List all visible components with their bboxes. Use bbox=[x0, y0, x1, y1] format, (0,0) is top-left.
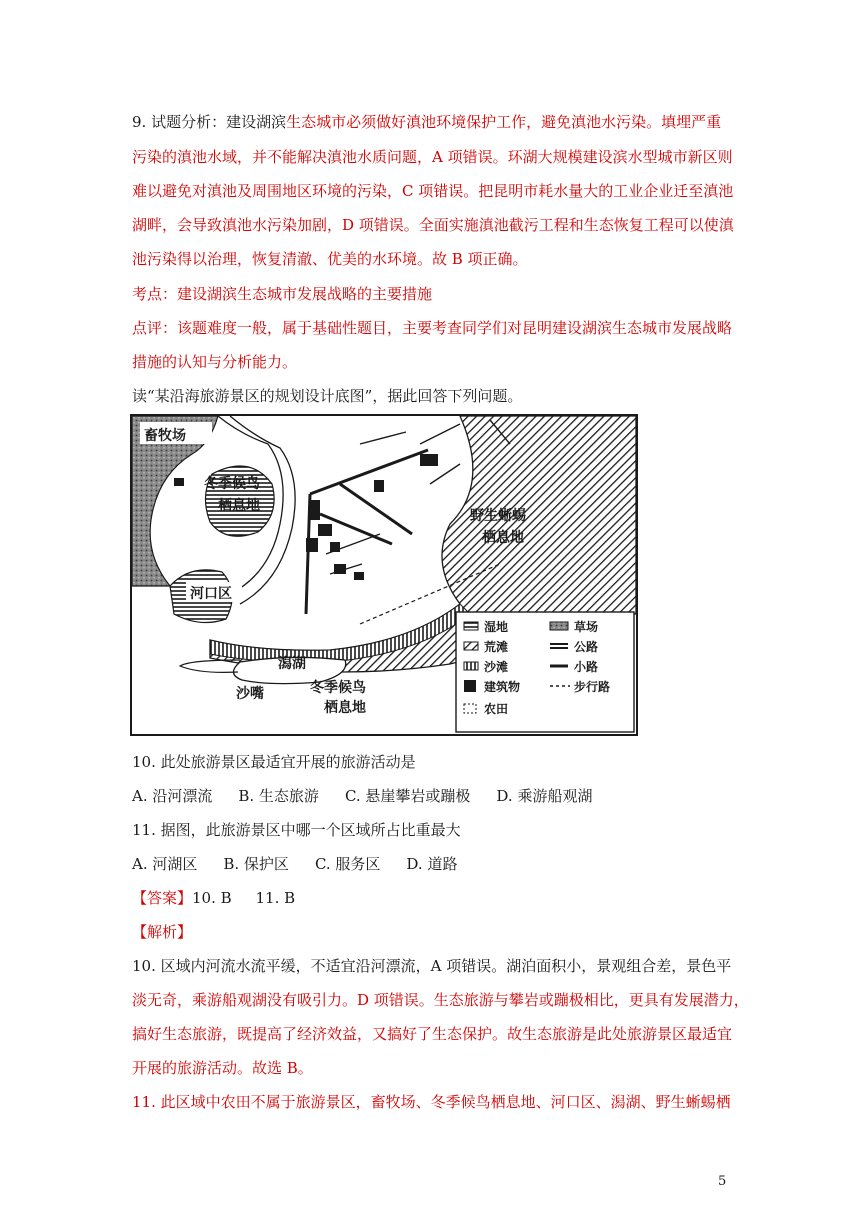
answer-text: 10. B 11. B bbox=[192, 889, 296, 907]
analysis10-line-4: 开展的旅游活动。故选 B。 bbox=[132, 1059, 313, 1077]
q9-line1-red: 生态城市必须做好滇池环境保护工作，避免滇池水污染。填埋严重 bbox=[286, 113, 722, 131]
q10-option-b: B. 生态旅游 bbox=[238, 787, 319, 805]
q9-line-3: 难以避免对滇池及周围地区环境的污染，C 项错误。把昆明市耗水量大的工业企业迁至滇池 bbox=[132, 182, 734, 200]
label-lizard: 野生蜥蜴 bbox=[470, 508, 526, 524]
legend-highway-label: 公路 bbox=[574, 640, 599, 654]
page-number: 5 bbox=[718, 1174, 727, 1189]
legend-beach-label: 沙滩 bbox=[484, 660, 509, 674]
q9-dianping-1: 点评：该题难度一般，属于基础性题目，主要考查同学们对昆明建设湖滨生态城市发展战略 bbox=[132, 319, 733, 337]
q11-stem: 11. 据图，此旅游景区中哪一个区域所占比重最大 bbox=[132, 821, 461, 839]
q11-option-a: A. 河湖区 bbox=[132, 855, 198, 873]
answer-line bbox=[132, 888, 732, 908]
label-lizard-habitat: 栖息地 bbox=[482, 530, 524, 546]
q9-line-2: 污染的滇池水域，并不能解决滇池水质问题，A 项错误。环湖大规模建设滨水型城市新区则 bbox=[132, 148, 733, 166]
q10-options bbox=[132, 786, 732, 806]
q9-prefix: 9. 试题分析：建设湖滨 bbox=[132, 113, 287, 131]
legend-building-label: 建筑物 bbox=[484, 680, 521, 694]
tourism-map bbox=[130, 414, 638, 736]
analysis10-line-3: 搞好生态旅游，既提高了经济效益，又搞好了生态保护。故生态旅游是此处旅游景区最适宜 bbox=[132, 1025, 733, 1043]
q11-option-d: D. 道路 bbox=[406, 855, 458, 873]
q11-option-c: C. 服务区 bbox=[314, 855, 381, 873]
q11-option-b: B. 保护区 bbox=[223, 855, 289, 873]
legend-walkway-label: 步行路 bbox=[574, 680, 611, 694]
map-legend bbox=[456, 612, 634, 732]
answer-label: 【答案】 bbox=[132, 889, 193, 907]
q10-stem: 10. 此处旅游景区最适宜开展的旅游活动是 bbox=[132, 753, 416, 771]
q10-option-a: A. 沿河漂流 bbox=[132, 787, 213, 805]
analysis10-line-1: 10. 区域内河流水流平缓，不适宜沿河漂流，A 项错误。湖泊面积小，景观组合差，景色平 bbox=[132, 957, 732, 975]
q10-option-d: D. 乘游船观湖 bbox=[496, 787, 593, 805]
analysis11-line-1: 11. 此区域中农田不属于旅游景区，畜牧场、冬季候鸟栖息地、河口区、潟湖、野生蜥蜴栖 bbox=[132, 1093, 731, 1111]
label-winter-birds-south-habitat: 栖息地 bbox=[324, 700, 366, 716]
label-lagoon: 潟湖 bbox=[278, 656, 306, 672]
q9-line-5: 池污染得以治理，恢复清澈、优美的水环境。故 B 项正确。 bbox=[132, 250, 528, 268]
legend-grass-label: 草场 bbox=[574, 620, 599, 634]
tourism-map-figure bbox=[130, 414, 638, 736]
q9-dianping-2: 措施的认知与分析能力。 bbox=[132, 353, 298, 371]
label-winter-birds-south: 冬季候鸟 bbox=[310, 680, 366, 696]
label-estuary: 河口区 bbox=[190, 586, 232, 602]
label-pasture: 畜牧场 bbox=[144, 428, 186, 444]
analysis10-line-2: 淡无奇，乘游船观湖没有吸引力。D 项错误。生态旅游与攀岩或蹦极相比，更具有发展潜力， bbox=[132, 991, 749, 1009]
q10-option-c: C. 悬崖攀岩或蹦极 bbox=[344, 787, 471, 805]
label-winter-birds-north: 冬季候鸟 bbox=[204, 476, 260, 492]
legend-farmland-label: 农田 bbox=[484, 702, 509, 716]
q9-line-4: 湖畔，会导致滇池水污染加剧，D 项错误。全面实施滇池截污工程和生态恢复工程可以使滇 bbox=[132, 216, 734, 234]
label-sandspit: 沙嘴 bbox=[236, 686, 264, 702]
q9-kaodian: 考点：建设湖滨生态城市发展战略的主要措施 bbox=[132, 285, 433, 303]
q9-line-1 bbox=[132, 112, 732, 132]
q11-options bbox=[132, 854, 732, 874]
legend-waste-label: 荒滩 bbox=[484, 640, 509, 654]
legend-wetland-label: 湿地 bbox=[484, 620, 509, 634]
intro-text: 读“某沿海旅游景区的规划设计底图”，据此回答下列问题。 bbox=[132, 387, 523, 405]
label-winter-birds-north-habitat: 栖息地 bbox=[218, 498, 260, 514]
legend-path-label: 小路 bbox=[574, 660, 599, 674]
analysis-label: 【解析】 bbox=[132, 923, 193, 941]
